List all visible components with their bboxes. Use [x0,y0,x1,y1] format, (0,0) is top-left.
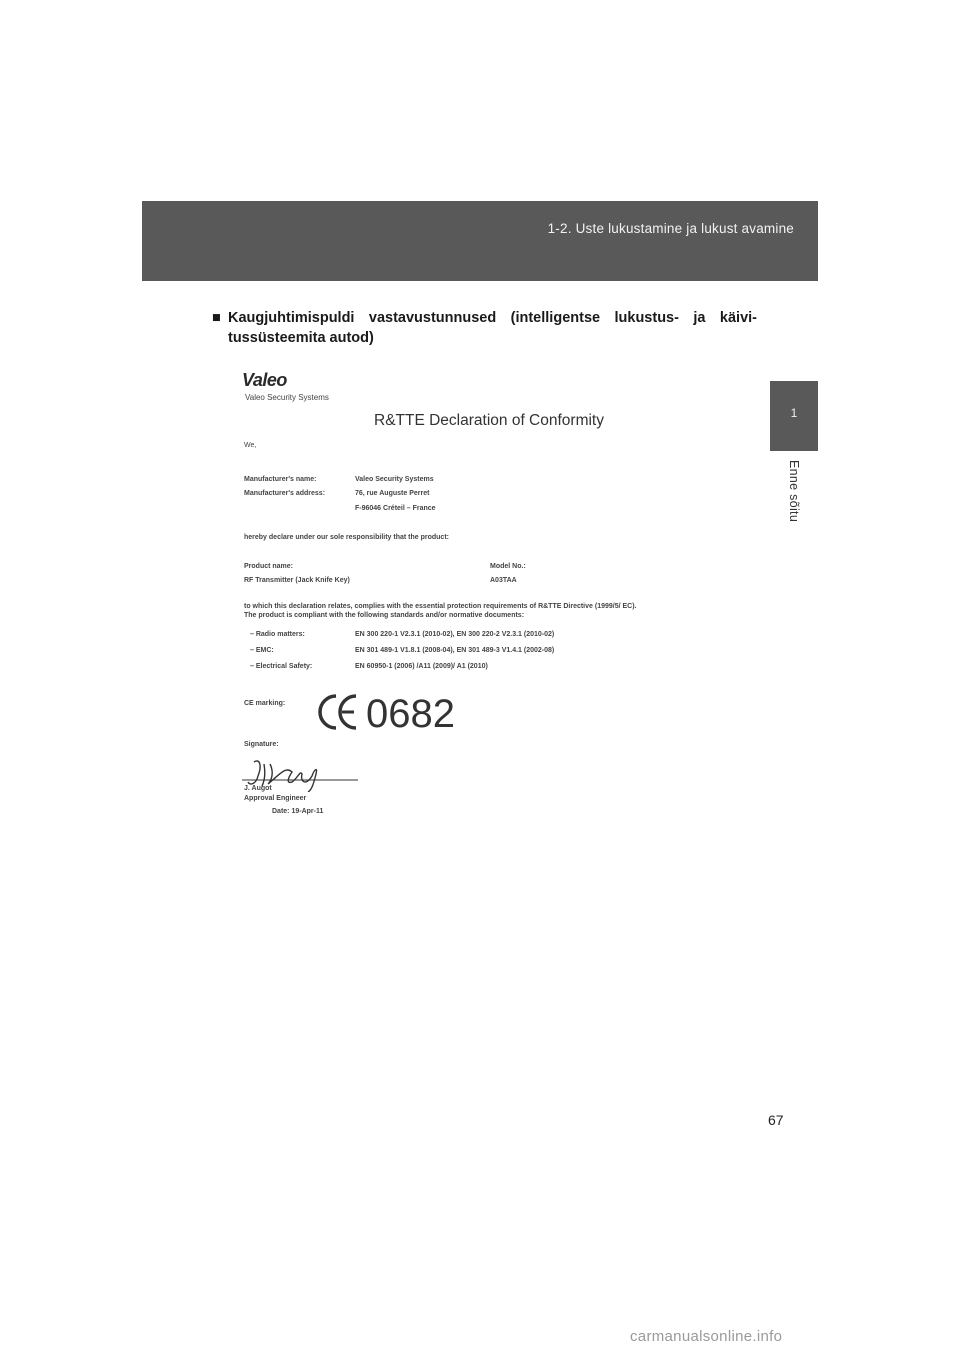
signature-label: Signature: [244,741,279,748]
model-no-label: Model No.: [490,563,526,570]
manufacturer-address-line2: F-96046 Créteil – France [355,505,436,512]
square-bullet-icon: ■ [212,310,221,326]
product-name-label: Product name: [244,563,294,570]
standard-value: EN 300 220-1 V2.3.1 (2010-02), EN 300 220-2 V2.3.1 (2010-02) [355,631,555,638]
standard-label: – Radio matters: [250,631,305,638]
page-number: 67 [768,1112,784,1128]
chapter-side-label-text: Enne sõitu [787,460,801,523]
section-heading-text: Kaugjuhtimispuldi vastavustunnused (intelligentse lukustus- ja käivi-tussüsteemita autod) [228,310,757,346]
company-line: Valeo Security Systems [245,393,329,402]
manufacturer-address-line1: 76, rue Auguste Perret [355,490,430,497]
manufacturer-name-value: Valeo Security Systems [355,476,434,483]
signature-date: Date: 19-Apr-11 [272,808,324,815]
declaration-we: We, [244,442,257,449]
declare-statement: hereby declare under our sole responsibility that the product: [244,534,449,541]
ce-number: 0682 [366,692,455,734]
site-watermark: carmanualsonline.info [630,1328,783,1345]
valeo-logo: Valeo [242,370,287,390]
relates-line-2: The product is compliant with the following standards and/or normative documents: [244,612,525,619]
chapter-number: 1 [790,406,798,420]
standard-label: – EMC: [250,647,274,654]
ce-mark-icon [316,690,466,734]
section-heading [212,308,757,348]
signer-role: Approval Engineer [244,795,307,802]
standard-value: EN 60950-1 (2006) /A11 (2009)/ A1 (2010) [355,663,488,670]
chapter-header-title: 1-2. Uste lukustamine ja lukust avamine [547,221,794,236]
ce-marking-label: CE marking: [244,700,286,707]
declaration-of-conformity-image [232,360,722,830]
manufacturer-name-label: Manufacturer's name: [244,476,317,483]
signer-name: J. Augot [244,785,272,792]
relates-line-1: to which this declaration relates, complies with the essential protection requirements of R&TTE Directive (1999/5/ EC). [244,603,637,610]
manufacturer-address-label: Manufacturer's address: [244,490,326,497]
product-name-value: RF Transmitter (Jack Knife Key) [244,577,350,584]
standard-label: – Electrical Safety: [250,663,313,670]
chapter-header-band [142,201,818,281]
standard-value: EN 301 489-1 V1.8.1 (2008-04), EN 301 489-3 V1.4.1 (2002-08) [355,647,555,654]
declaration-title: R&TTE Declaration of Conformity [374,412,604,429]
chapter-side-tab[interactable] [770,381,818,451]
model-no-value: A03TAA [490,577,517,584]
